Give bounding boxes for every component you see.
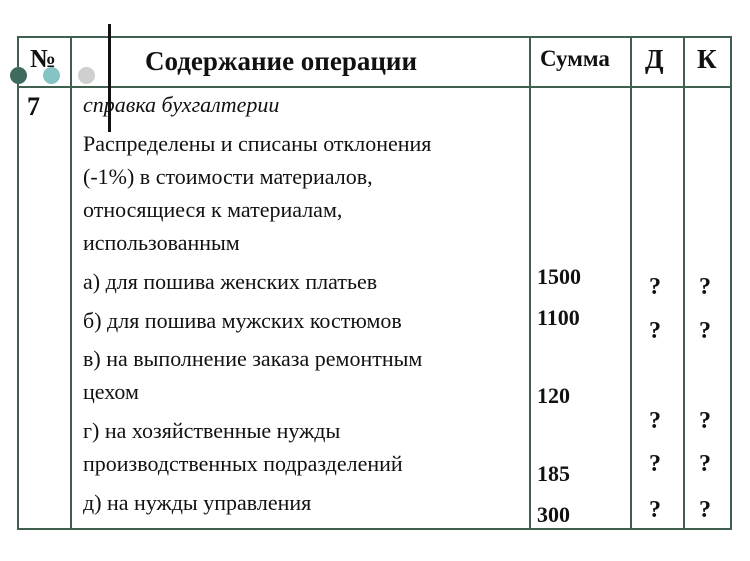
item-sum: 1500 [537,264,581,289]
intro-line: (-1%) в стоимости материалов, [83,164,373,189]
credit-value: ? [699,497,711,523]
credit-value: ? [699,451,711,477]
column-divider [630,36,632,530]
decorative-dot [78,67,95,84]
column-divider [683,36,685,530]
item-line: в) на выполнение заказа ремонтным [83,346,423,371]
column-divider [529,36,531,530]
row-source: справка бухгалтерии [83,92,280,117]
header-content: Содержание операции [145,46,418,76]
intro-line: использованным [83,230,240,255]
item-sum: 1100 [537,305,580,330]
item-sum: 185 [537,461,570,486]
credit-value: ? [699,274,711,300]
item-line: цехом [83,379,139,404]
debit-value: ? [649,318,661,344]
header-sum: Сумма [540,46,610,71]
column-divider [70,36,72,530]
item-sum: 120 [537,383,570,408]
decorative-dot [10,67,27,84]
debit-value: ? [649,408,661,434]
header-no: № [30,44,57,73]
debit-value: ? [649,451,661,477]
debit-value: ? [649,497,661,523]
item-line: д) на нужды управления [83,490,312,515]
item-line: г) на хозяйственные нужды [83,418,341,443]
credit-value: ? [699,318,711,344]
item-sum: 300 [537,502,570,527]
debit-value: ? [649,274,661,300]
intro-line: относящиеся к материалам, [83,197,343,222]
header-debit: Д [645,44,664,74]
header-divider [17,86,732,88]
row-number: 7 [27,92,40,121]
credit-value: ? [699,408,711,434]
intro-line: Распределены и списаны отклонения [83,131,432,156]
item-line: а) для пошива женских платьев [83,269,378,294]
item-line: б) для пошива мужских костюмов [83,308,402,333]
item-line: производственных подразделений [83,451,403,476]
header-credit: К [697,44,717,74]
